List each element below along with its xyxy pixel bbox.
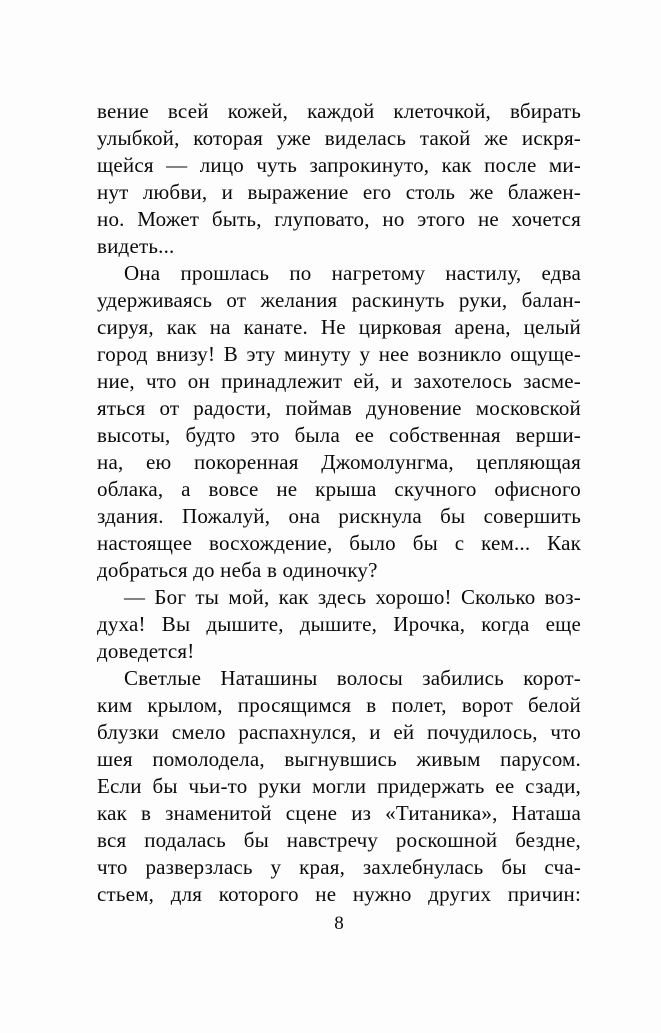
text-line: облака, а вовсе не крыша скучного офисного [97,477,581,501]
text-line: духа! Вы дышите, дышите, Ирочка, когда еще [97,612,581,636]
text-line: шея помолодела, выгнувшись живым парусом. [97,747,581,771]
text-line: на, ею покоренная Джомолунгма, цепляющая [97,450,581,474]
text-line: что разверзлась у края, захлебнулась бы сча- [97,855,581,879]
text-line: Она прошлась по нагретому настилу, едва [124,261,581,285]
text-line: яться от радости, поймав дуновение московской [97,396,581,420]
page-text-block [97,98,581,908]
text-line: ние, что он принадлежит ей, и захотелось засме- [97,369,581,393]
text-line: удерживаясь от желания раскинуть руки, балан- [97,288,581,312]
text-line: вение всей кожей, каждой клеточкой, вбирать [97,99,581,123]
text-line: как в знаменитой сцене из «Титаника», Наташа [97,801,581,825]
text-line: доведется! [97,639,195,663]
text-line: высоты, будто это была ее собственная верши- [97,423,581,447]
text-line: вся подалась бы навстречу роскошной бездне, [97,828,581,852]
text-line: нут любви, и выражение его столь же блажен- [97,180,581,204]
text-line: добраться до неба в одиночку? [97,558,378,582]
text-line: видеть... [97,234,175,258]
text-line: настоящее восхождение, было бы с кем... Как [97,531,581,555]
text-line: ким крылом, просящимся в полет, ворот белой [97,693,581,717]
text-line: Светлые Наташины волосы забились корот- [124,666,581,690]
text-line: Если бы чьи-то руки могли придержать ее сзади, [97,774,581,798]
text-line: сируя, как на канате. Не цирковая арена, целый [97,315,581,339]
text-line: но. Может быть, глуповато, но этого не хочется [97,207,581,231]
text-line: щейся — лицо чуть запрокинуто, как после ми- [97,153,581,177]
text-line: город внизу! В эту минуту у нее возникло ощуще- [97,342,581,366]
text-line: — Бог ты мой, как здесь хорошо! Сколько воз- [124,585,581,609]
page-number: 8 [334,913,344,934]
text-line: блузки смело распахнулся, и ей почудилось, что [97,720,581,744]
text-line: стьем, для которого не нужно других причин: [97,882,581,906]
text-line: здания. Пожалуй, она рискнула бы совершить [97,504,581,528]
text-line: улыбкой, которая уже виделась такой же искря- [97,126,581,150]
